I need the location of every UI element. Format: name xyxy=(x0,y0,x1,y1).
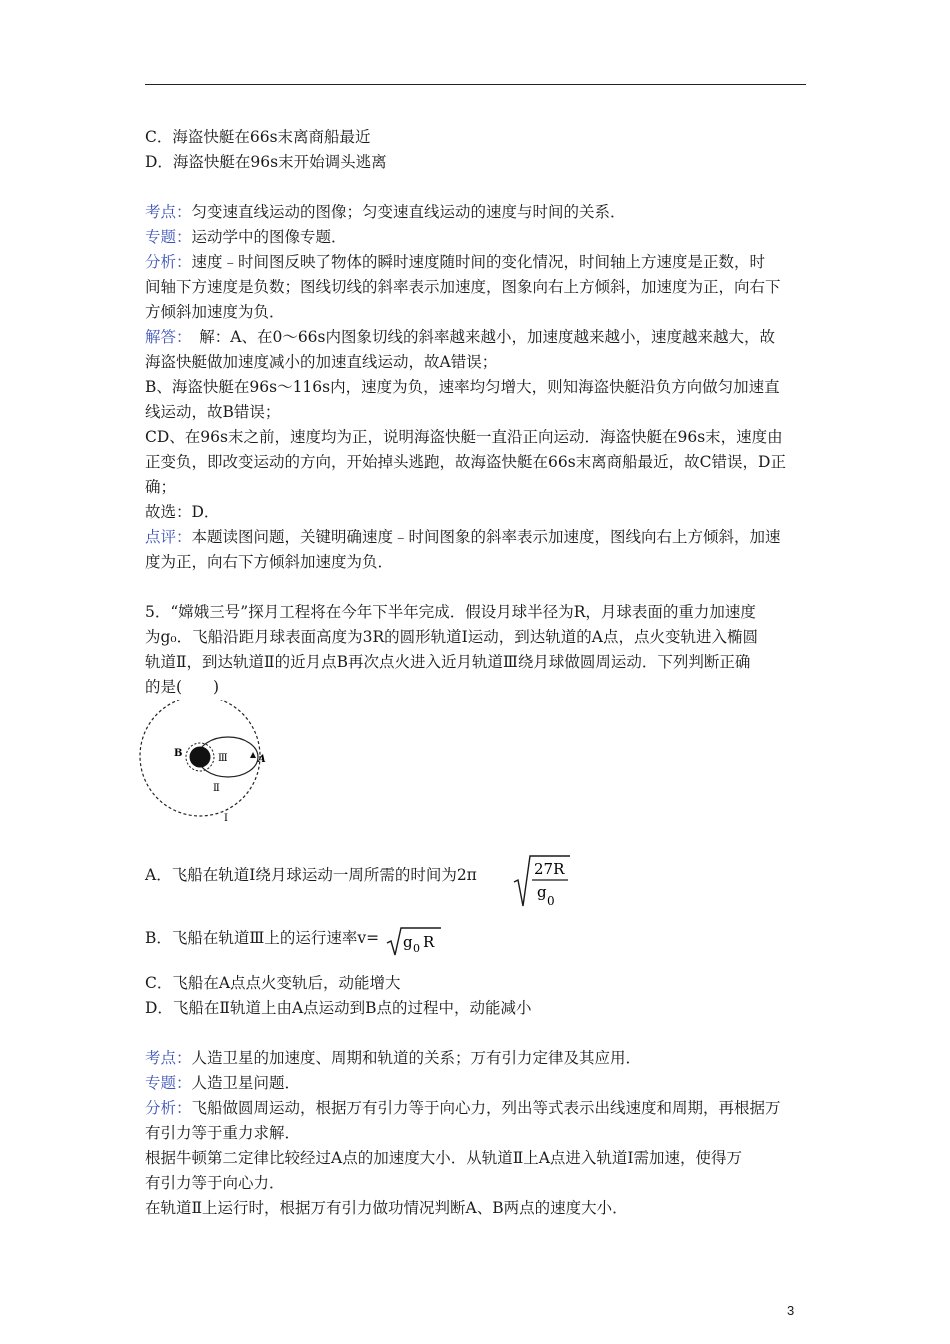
dianping-label: 点评： xyxy=(145,528,192,546)
orbit-1-label: Ⅰ xyxy=(224,813,228,824)
q5-kaodian xyxy=(145,1048,641,1068)
fenxi-line: 间轴下方速度是负数；图线切线的斜率表示加速度，图象向右上方倾斜，加速度为正，向右下 xyxy=(145,278,781,296)
formula-g-sub: 0 xyxy=(413,942,420,955)
q5-stem-line: 的是( ) xyxy=(145,678,220,696)
fenxi-line: 有引力等于向心力． xyxy=(145,1174,285,1192)
q5-option-c: C．飞船在A点点火变轨后，动能增大 xyxy=(145,974,401,992)
fenxi-line: 速度﹣时间图反映了物体的瞬时速度随时间的变化情况，时间轴上方速度是正数，时 xyxy=(191,253,766,271)
jieda-line: 故选：D． xyxy=(145,503,220,521)
dianping xyxy=(145,527,781,547)
point-a-arrow xyxy=(250,752,256,758)
kaodian-text: 人造卫星的加速度、周期和轨道的关系；万有引力定律及其应用． xyxy=(191,1049,642,1067)
jieda-label: 解答： xyxy=(145,328,184,346)
fenxi-line: 有引力等于重力求解． xyxy=(145,1124,301,1142)
zhuanti-text: 人造卫星问题． xyxy=(191,1074,301,1092)
header-rule xyxy=(145,84,806,85)
formula-g: g xyxy=(403,933,413,951)
orbit-2-label: Ⅱ xyxy=(213,783,220,794)
dianping-line: 度为正，向右下方倾斜加速度为负． xyxy=(145,553,394,571)
fenxi-line: 方倾斜加速度为负． xyxy=(145,303,285,321)
kaodian-text: 匀变速直线运动的图像；匀变速直线运动的速度与时间的关系． xyxy=(191,203,626,221)
fenxi-label: 分析： xyxy=(145,253,192,271)
q5-zhuanti xyxy=(145,1073,300,1093)
fenxi-label: 分析： xyxy=(145,1099,192,1117)
zhuanti-text: 运动学中的图像专题． xyxy=(191,228,347,246)
jieda-line: B、海盗快艇在96s～116s内，速度为负，速率均匀增大，则知海盗快艇沿负方向做匀加速直 xyxy=(145,378,780,396)
orbit-3-label: Ⅲ xyxy=(218,753,228,764)
fenxi-line: 在轨道Ⅱ上运行时，根据万有引力做功情况判断A、B两点的速度大小． xyxy=(145,1199,628,1217)
fenxi-line: 飞船做圆周运动，根据万有引力等于向心力，列出等式表示出线速度和周期，再根据万 xyxy=(191,1099,781,1117)
q5-option-a: A．飞船在轨道Ⅰ绕月球运动一周所需的时间为2π xyxy=(145,866,477,884)
option-c: C．海盗快艇在66s末离商船最近 xyxy=(145,128,371,146)
jieda-line: 确； xyxy=(145,478,177,496)
option-a-formula xyxy=(512,852,572,910)
option-d: D．海盗快艇在96s末开始调头逃离 xyxy=(145,153,387,171)
q5-option-b: B．飞船在轨道Ⅲ上的运行速率v= xyxy=(145,929,380,947)
formula-denominator: g xyxy=(537,883,547,901)
q5-stem-line: 5．“嫦娥三号”探月工程将在今年下半年完成．假设月球半径为R，月球表面的重力加速度 xyxy=(145,603,756,621)
jieda-line: 线运动，故B错误； xyxy=(145,403,281,421)
kaodian-label: 考点： xyxy=(145,1049,192,1067)
formula-r: R xyxy=(423,933,435,951)
point-a-label: A xyxy=(258,754,266,765)
jieda-line: CD、在96s末之前，速度均为正，说明海盗快艇一直沿正向运动．海盗快艇在96s末，速度由 xyxy=(145,428,783,446)
q5-stem-line: 为g₀．飞船沿距月球表面高度为3R的圆形轨道Ⅰ运动，到达轨道的A点，点火变轨进入椭圆 xyxy=(145,628,758,646)
option-b-formula xyxy=(385,925,445,957)
page-number: 3 xyxy=(787,1303,795,1318)
jieda-line: 海盗快艇做加速度减小的加速直线运动，故A错误； xyxy=(145,353,498,371)
jieda-line: 解：A、在0～66s内图象切线的斜率越来越小，加速度越来越小，速度越来越大，故 xyxy=(183,328,776,346)
orbit-figure xyxy=(110,700,270,826)
formula-denominator-sub: 0 xyxy=(547,894,555,908)
q5-option-d: D．飞船在Ⅱ轨道上由A点运动到B点的过程中，动能减小 xyxy=(145,999,532,1017)
moon xyxy=(190,747,211,768)
dianping-text: 本题读图问题，关键明确速度﹣时间图象的斜率表示加速度，图线向右上方倾斜，加速 xyxy=(191,528,781,546)
zhuanti-label: 专题： xyxy=(145,1074,192,1092)
kaodian-label: 考点： xyxy=(145,203,192,221)
zhuanti xyxy=(145,227,347,247)
kaodian xyxy=(145,202,626,222)
point-b-label: B xyxy=(174,748,183,759)
jieda xyxy=(145,327,775,347)
fenxi-line: 根据牛顿第二定律比较经过A点的加速度大小．从轨道Ⅱ上A点进入轨道Ⅰ需加速，使得万 xyxy=(145,1149,743,1167)
formula-numerator: 27R xyxy=(534,860,565,878)
q5-fenxi xyxy=(145,1098,781,1118)
q5-stem-line: 轨道Ⅱ，到达轨道Ⅱ的近月点B再次点火进入近月轨道Ⅲ绕月球做圆周运动．下列判断正确 xyxy=(145,653,751,671)
jieda-line: 正变负，即改变运动的方向，开始掉头逃跑，故海盗快艇在66s末离商船最近，故C错误，D正 xyxy=(145,453,786,471)
fenxi xyxy=(145,252,765,272)
zhuanti-label: 专题： xyxy=(145,228,192,246)
